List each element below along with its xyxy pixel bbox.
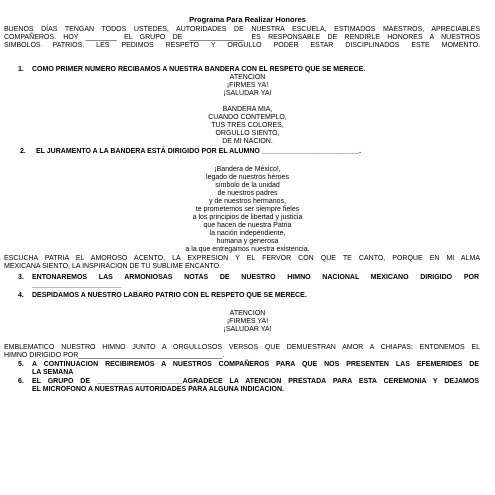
verse-line: ORGULLO SIENTO, <box>215 130 280 137</box>
item-text: LA SEMANA <box>32 369 74 376</box>
item-text: A CONTINUACION RECIBIREMOS A NUESTROS COMPAÑEROS PARA QUE NOS PRESENTEN LAS EFEMERIDES DE <box>32 361 479 368</box>
oath-line: te prometemos ser siempre fieles <box>195 206 300 213</box>
command-line: ¡FIRMES YA! <box>226 82 269 89</box>
item-text: EL MICROFONO A NUESTRAS AUTORIDADES PARA ALGUNA INDICACION. <box>32 386 285 393</box>
oath-line: la nación independiente, <box>209 230 286 237</box>
oath-line: a los principios de libertad y justicia <box>192 214 303 221</box>
command-line: ¡FIRMES YA! <box>226 318 269 325</box>
item-text: EL GRUPO DE ______________________AGRADECE LA ATENCION PRESTADA PARA ESTA CEREMONIA Y DEJAMOS <box>32 378 479 385</box>
verse-line: CUANDO CONTEMPLO, <box>208 114 287 121</box>
page-title: Programa Para Realizar Honores <box>189 15 306 24</box>
item-number: 3. <box>18 274 24 281</box>
command-line: ¡SALUDAR YA! <box>223 90 272 97</box>
verse-line: DE MI NACION. <box>222 138 273 145</box>
oath-line: legado de nuestros héroes <box>206 174 289 181</box>
intro-line: BUENOS DÍAS TENGAN TODOS USTEDES, AUTORIDADES DE NUESTRA ESCUELA, ESTIMADOS MAESTROS, APRECIABLES <box>4 26 480 33</box>
emblem-line: EMBLEMATICO NUESTRO HIMNO JUNTO A ORGULLOSOS VERSOS QUE DEMUESTRAN AMOR A CHIAPAS: ENTONEMOS EL <box>4 344 480 351</box>
command-line: ATENCION <box>229 310 266 317</box>
item-blank: _______________________ <box>32 282 122 289</box>
oath-line: símbolo de la unidad <box>215 182 280 189</box>
verse-line: TUS TRES COLORES, <box>211 122 284 129</box>
item-number: 6. <box>18 378 24 385</box>
verse-line: BANDERA MIA, <box>222 106 273 113</box>
item-text: COMO PRIMER NUMERO RECIBAMOS A NUESTRA BANDERA CON EL RESPETO QUE SE MERECE. <box>32 66 366 73</box>
listen-line: ESCUCHA PATRIA EL AMOROSO ACENTO, LA EXPRESION Y EL FERVOR CON QUE TE CANTO, PORQUE EN MI ALMA <box>4 255 480 262</box>
item-text: DESPIDAMOS A NUESTRO LABARO PATRIO CON EL RESPETO QUE SE MERECE. <box>32 292 307 299</box>
intro-line: COMPAÑEROS. HOY ________ EL GRUPO DE ______________ ES RESPONSABLE DE RENDIRLE HONORES A NUESTROS <box>4 34 480 41</box>
command-line: ¡SALUDAR YA! <box>223 326 272 333</box>
item-text: EL JURAMENTO A LA BANDERA ESTÁ DIRIGIDO POR EL ALUMNO _________________________. <box>36 148 362 155</box>
emblem-line: HIMNO DIRIGIDO POR_____________________________________. <box>4 352 225 359</box>
item-number: 1. <box>18 66 24 73</box>
listen-line: MEXICANA SIENTO, LA INSPIRACION DE TU SUBLIME ENCANTO. <box>4 263 222 270</box>
intro-line: SIMBOLOS PATRIOS. LES PEDIMOS RESPETO Y ORGULLO PODER ESTAR DISCIPLINADOS ESTE MOMENTO. <box>4 42 480 49</box>
oath-line: que hacen de nuestra Patria <box>203 222 292 229</box>
item-number: 5. <box>18 361 24 368</box>
command-line: ATENCION <box>229 74 266 81</box>
oath-line: humana y generosa <box>216 238 279 245</box>
item-text: ENTONAREMOS LAS ARMONIOSAS NOTAS DE NUESTRO HIMNO NACIONAL MEXICANO DIRIGIDO POR <box>32 274 479 281</box>
item-number: 2. <box>20 148 26 155</box>
oath-line: a la que entregamos nuestra existencia. <box>185 246 310 253</box>
oath-line: y de nuestros hermanos, <box>208 198 287 205</box>
oath-line: ¡Bandera de México!, <box>214 166 281 173</box>
oath-line: de nuestros padres <box>217 190 278 197</box>
item-number: 4. <box>18 292 24 299</box>
